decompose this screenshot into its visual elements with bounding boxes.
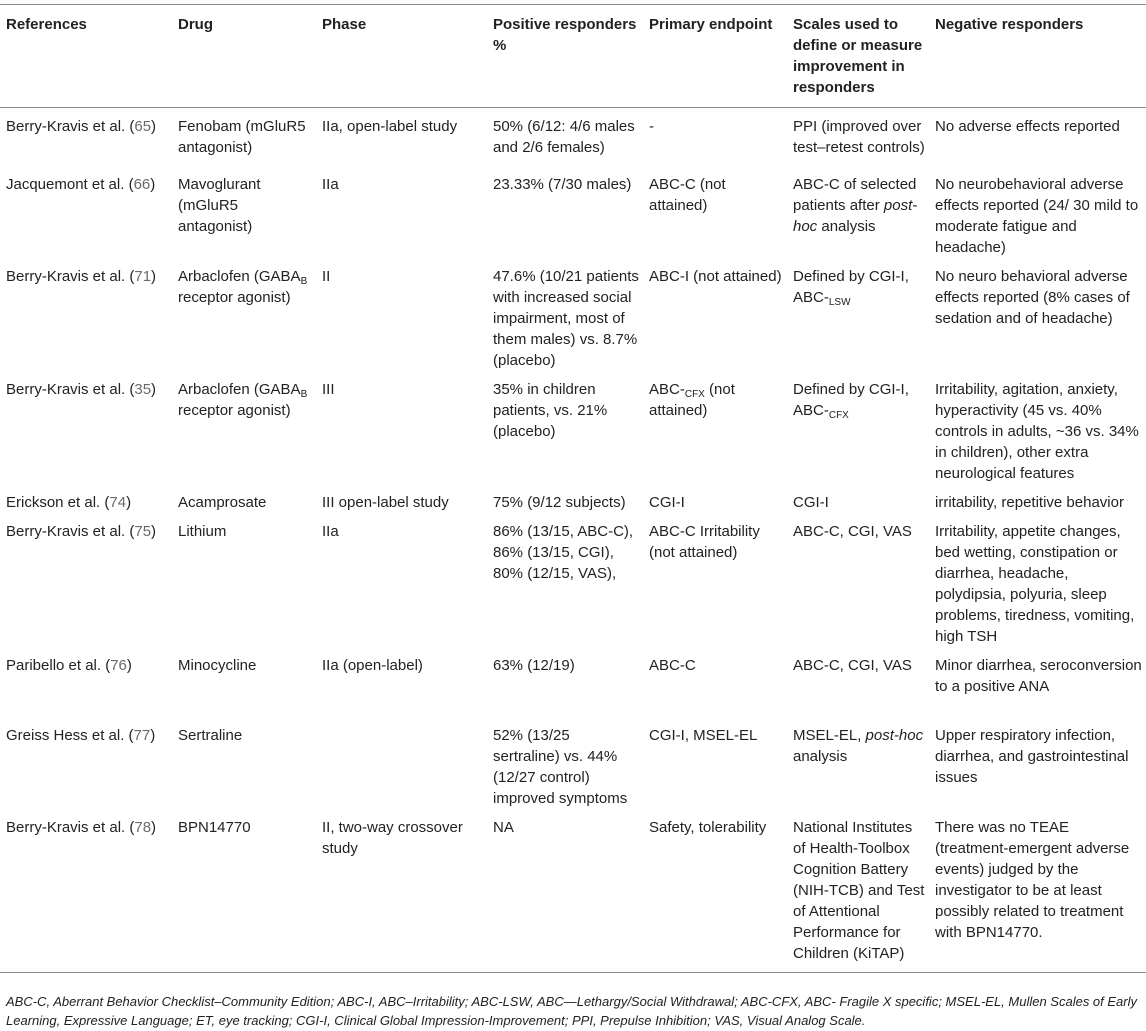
drug-text: Arbaclofen (GABA (178, 267, 301, 285)
reference-close: ) (151, 522, 157, 540)
endpoint-text: ABC-I (not attained) (649, 267, 782, 285)
scales-text: PPI (improved over test–retest controls) (793, 118, 925, 156)
cell-reference (0, 166, 172, 258)
cell-negative-responders: No adverse effects reported (935, 118, 1120, 135)
drug-text: Acamprosate (178, 493, 267, 511)
cell-negative-responders: No neurobehavioral adverse effects reported (24/ 30 mild to moderate fatigue and headache) (935, 175, 1139, 256)
cell-reference (0, 647, 172, 717)
scales-text: CGI-I (793, 493, 829, 511)
cell-phase: II, two-way crossover study (322, 818, 463, 857)
cell-primary-endpoint (643, 647, 787, 717)
scales-text-tail: analysis (817, 217, 876, 235)
cell-phase: IIa (322, 522, 339, 540)
cell-drug (172, 513, 316, 647)
cell-reference (0, 513, 172, 647)
reference-close: ) (126, 656, 132, 674)
cell-positive-responders: 23.33% (7/30 males) (493, 175, 632, 193)
cell-negative-responders: Irritability, agitation, anxiety, hyperactivity (45 vs. 40% controls in adults, ~36 vs. 34% in children), other extra neurological features (935, 380, 1139, 482)
scales-text: MSEL-EL, (793, 726, 866, 744)
reference-number-link[interactable]: 75 (134, 522, 152, 540)
drug-text: Lithium (178, 522, 227, 540)
cell-phase: IIa, open-label study (322, 118, 458, 135)
cell-drug (172, 717, 316, 809)
cell-reference (0, 258, 172, 371)
cell-phase (316, 717, 487, 809)
reference-author: Berry-Kravis et al. ( (6, 118, 135, 135)
cell-primary-endpoint (643, 108, 787, 166)
reference-number-link[interactable]: 65 (134, 118, 152, 135)
endpoint-text: CGI-I (649, 493, 685, 511)
reference-author: Berry-Kravis et al. ( (6, 522, 135, 540)
reference-author: Berry-Kravis et al. ( (6, 380, 135, 398)
cell-primary-endpoint (643, 809, 787, 973)
cell-drug (172, 484, 316, 513)
endpoint-text: CGI-I, MSEL-EL (649, 726, 758, 744)
endpoint-text: ABC-C (649, 656, 696, 674)
cell-drug (172, 371, 316, 484)
scales-text: Defined by CGI-I, ABC- (793, 380, 909, 419)
reference-number-link[interactable]: 35 (134, 380, 152, 398)
cell-positive-responders: 47.6% (10/21 patients with increased social impairment, most of them males) vs. 8.7% (placebo) (493, 267, 639, 369)
cell-primary-endpoint (643, 717, 787, 809)
table-row (0, 166, 1146, 258)
cell-reference (0, 809, 172, 973)
reference-close: ) (151, 818, 157, 836)
reference-number-link[interactable]: 66 (133, 175, 151, 193)
drug-text: Mavoglurant (mGluR5 antagonist) (178, 175, 261, 235)
reference-close: ) (151, 267, 157, 285)
endpoint-text: ABC-C (not attained) (649, 175, 726, 214)
table-row (0, 258, 1146, 371)
endpoint-text-tail: (not attained) (649, 380, 735, 419)
reference-number-link[interactable]: 74 (109, 493, 127, 511)
reference-number-link[interactable]: 77 (133, 726, 151, 744)
cell-scales (787, 809, 929, 973)
cell-scales (787, 484, 929, 513)
reference-close: ) (150, 726, 156, 744)
drug-text: Sertraline (178, 726, 243, 744)
cell-reference (0, 371, 172, 484)
header-positive-responders: Positive responders % (493, 16, 637, 54)
scales-subscript: CFX (828, 409, 849, 421)
drug-text: Minocycline (178, 656, 257, 674)
table-row (0, 647, 1146, 717)
drug-subscript: B (300, 275, 308, 287)
endpoint-text: ABC- (649, 380, 685, 398)
reference-close: ) (151, 380, 157, 398)
cell-phase: IIa (322, 175, 339, 193)
cell-drug (172, 258, 316, 371)
header-primary-endpoint: Primary endpoint (649, 16, 773, 33)
cell-positive-responders: 50% (6/12: 4/6 males and 2/6 females) (493, 118, 635, 156)
cell-scales (787, 717, 929, 809)
reference-author: Greiss Hess et al. ( (6, 726, 134, 744)
cell-negative-responders: No neuro behavioral adverse effects reported (8% cases of sedation and of headache) (935, 267, 1130, 327)
reference-number-link[interactable]: 78 (134, 818, 152, 836)
cell-positive-responders: 35% in children patients, vs. 21% (placebo) (493, 380, 608, 440)
cell-drug (172, 647, 316, 717)
cell-primary-endpoint (643, 513, 787, 647)
reference-close: ) (126, 493, 132, 511)
cell-scales (787, 108, 929, 166)
cell-negative-responders: irritability, repetitive behavior (935, 493, 1124, 511)
reference-author: Berry-Kravis et al. ( (6, 267, 135, 285)
reference-author: Erickson et al. ( (6, 493, 110, 511)
header-phase: Phase (322, 16, 367, 33)
cell-positive-responders: 63% (12/19) (493, 656, 575, 674)
drug-text: Fenobam (mGluR5 antagonist) (178, 118, 306, 156)
drug-subscript: B (300, 388, 308, 400)
header-references: References (6, 16, 87, 33)
cell-scales (787, 513, 929, 647)
drug-text: Arbaclofen (GABA (178, 380, 301, 398)
cell-positive-responders: 86% (13/15, ABC-C), 86% (13/15, CGI), 80% (12/15, VAS), (493, 522, 634, 582)
cell-primary-endpoint (643, 484, 787, 513)
cell-primary-endpoint (643, 258, 787, 371)
cell-reference (0, 108, 172, 166)
table-row (0, 717, 1146, 809)
scales-italic: post-hoc (793, 196, 918, 235)
cell-reference (0, 717, 172, 809)
cell-reference (0, 484, 172, 513)
table-footnote: ABC-C, Aberrant Behavior Checklist–Community Edition; ABC-I, ABC–Irritability; ABC-LSW, ABC—Lethargy/Social Withdrawal; ABC-CFX, ABC- Fragile X specific; MSEL-EL, Mullen Scales of Early Learning, Expressive Language; ET, eye tracking; CGI-I, Clinical Global Impression-Improvement; PPI, Prepulse Inhibition; VAS, Visual Analog Scale. (6, 994, 1138, 1028)
endpoint-subscript: CFX (684, 388, 705, 400)
cell-primary-endpoint (643, 166, 787, 258)
cell-negative-responders: There was no TEAE (treatment-emergent adverse events) judged by the investigator to be at least possibly related to treatment with BPN14770. (935, 818, 1130, 941)
clinical-trials-table (0, 4, 1146, 973)
cell-scales (787, 166, 929, 258)
drug-text-tail: receptor agonist) (178, 288, 291, 306)
reference-close: ) (150, 175, 156, 193)
header-negative-responders: Negative responders (935, 16, 1084, 33)
cell-positive-responders: 52% (13/25 sertraline) vs. 44% (12/27 control) improved symptoms (493, 726, 628, 807)
cell-drug (172, 108, 316, 166)
reference-close: ) (151, 118, 157, 135)
scales-subscript: LSW (828, 296, 851, 308)
endpoint-text: - (649, 118, 654, 135)
scales-text: National Institutes of Health-Toolbox Cognition Battery (NIH-TCB) and Test of Attentional Performance for Children (KiTAP) (793, 818, 925, 962)
cell-negative-responders: Upper respiratory infection, diarrhea, and gastrointestinal issues (935, 726, 1129, 786)
table-body (0, 108, 1146, 973)
header-row (0, 5, 1146, 108)
table-row (0, 513, 1146, 647)
scales-text: ABC-C, CGI, VAS (793, 522, 912, 540)
reference-author: Jacquemont et al. ( (6, 175, 134, 193)
reference-author: Berry-Kravis et al. ( (6, 818, 135, 836)
endpoint-text: Safety, tolerability (649, 818, 767, 836)
header-drug: Drug (178, 16, 213, 33)
drug-text-tail: receptor agonist) (178, 401, 291, 419)
endpoint-text: ABC-C Irritability (not attained) (649, 522, 760, 561)
drug-text: BPN14770 (178, 818, 251, 836)
scales-text: ABC-C of selected patients after (793, 175, 917, 214)
cell-phase: III open-label study (322, 493, 449, 511)
cell-phase: II (322, 267, 331, 285)
scales-text-tail: analysis (793, 747, 848, 765)
table-row (0, 108, 1146, 166)
cell-negative-responders: Minor diarrhea, seroconversion to a positive ANA (935, 656, 1142, 695)
scales-text: ABC-C, CGI, VAS (793, 656, 912, 674)
scales-italic: post-hoc (865, 726, 924, 744)
cell-positive-responders: NA (493, 818, 514, 836)
cell-drug (172, 166, 316, 258)
header-scales: Scales used to define or measure improvement in responders (793, 16, 923, 96)
reference-number-link[interactable]: 71 (134, 267, 152, 285)
table-row (0, 371, 1146, 484)
cell-phase: IIa (open-label) (322, 656, 423, 674)
reference-number-link[interactable]: 76 (110, 656, 127, 674)
cell-scales (787, 258, 929, 371)
cell-negative-responders: Irritability, appetite changes, bed wetting, constipation or diarrhea, headache, polydipsia, polyuria, sleep problems, tiredness, vomiting, high TSH (935, 522, 1135, 645)
table-row (0, 809, 1146, 973)
cell-drug (172, 809, 316, 973)
cell-positive-responders: 75% (9/12 subjects) (493, 493, 626, 511)
reference-author: Paribello et al. ( (6, 656, 111, 674)
cell-primary-endpoint (643, 371, 787, 484)
cell-scales (787, 647, 929, 717)
scales-text: Defined by CGI-I, ABC- (793, 267, 909, 306)
cell-phase: III (322, 380, 335, 398)
table-row (0, 484, 1146, 513)
cell-scales (787, 371, 929, 484)
